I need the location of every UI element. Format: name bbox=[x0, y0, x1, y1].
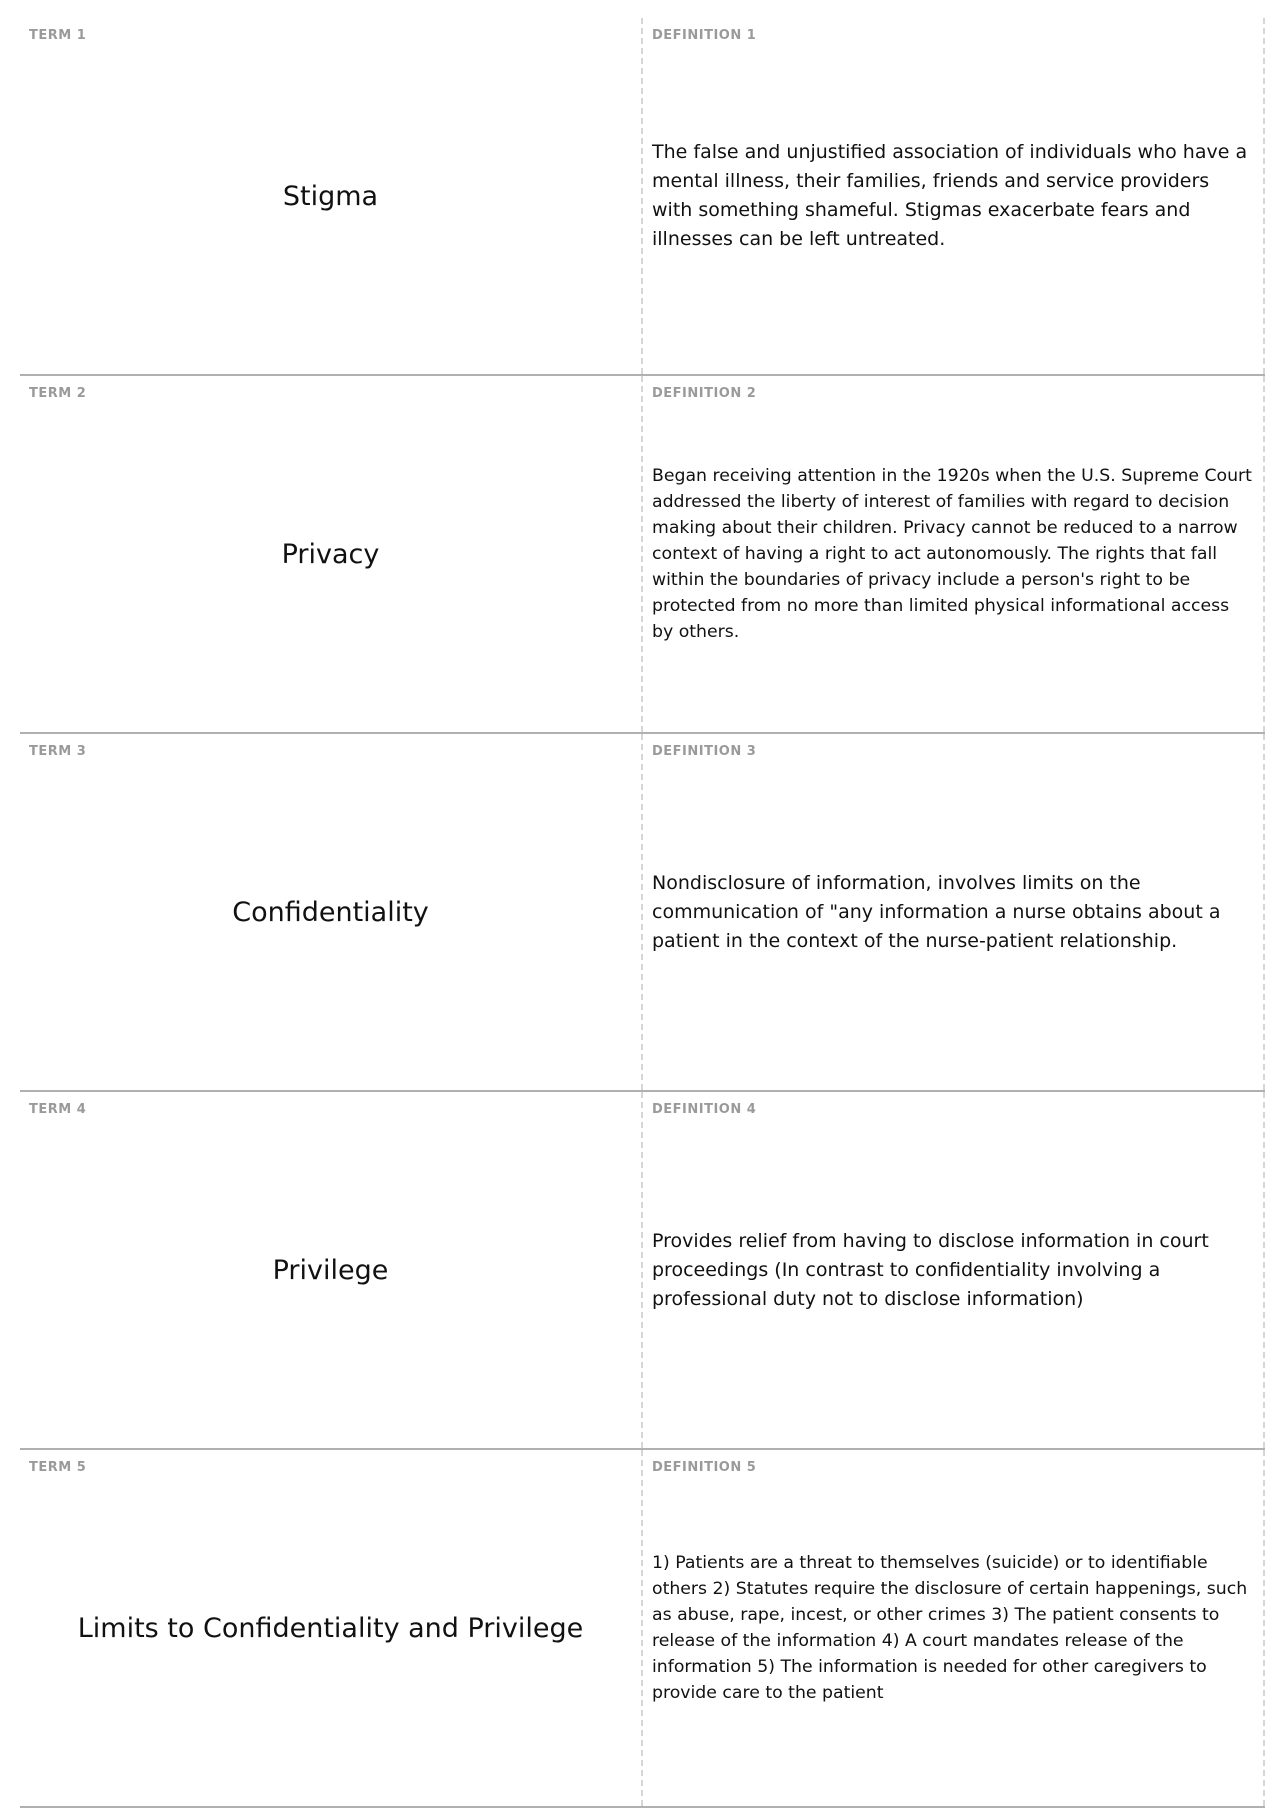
term-cell bbox=[20, 376, 643, 732]
term-cell bbox=[20, 18, 643, 374]
definition-cell bbox=[643, 1092, 1265, 1448]
definition-cell bbox=[643, 18, 1265, 374]
term-text: Privacy bbox=[281, 538, 380, 570]
definition-text: Began receiving attention in the 1920s when the U.S. Supreme Court addressed the liberty of interest of families with regard to decision making about their children. Privacy cannot be reduced to a narrow context of having a right to act autonomously. The rights that fall within the boundaries of privacy include a person's right to be protected from no more than limited physical informational access by others. bbox=[652, 466, 1252, 642]
definition-text: 1) Patients are a threat to themselves (suicide) or to identifiable others 2) Statutes require the disclosure of certain happenings, such as abuse, rape, incest, or other crimes 3) The patient consents to release of the information 4) A court mandates release of the information 5) The information is needed for other caregivers to provide care to the patient bbox=[652, 1553, 1248, 1703]
term-label: TERM 5 bbox=[29, 1460, 87, 1475]
term-text: Limits to Confidentiality and Privilege bbox=[77, 1612, 584, 1644]
definition-label: DEFINITION 4 bbox=[652, 1102, 757, 1117]
flashcard bbox=[20, 1450, 1265, 1808]
flashcard bbox=[20, 18, 1265, 376]
definition-label: DEFINITION 5 bbox=[652, 1460, 757, 1475]
definition-text: Provides relief from having to disclose information in court proceedings (In contrast to confidentiality involving a professional duty not to disclose information) bbox=[652, 1229, 1209, 1310]
term-text: Confidentiality bbox=[232, 896, 429, 928]
definition-label: DEFINITION 2 bbox=[652, 386, 757, 401]
definition-cell bbox=[643, 734, 1265, 1090]
flashcard-sheet bbox=[20, 18, 1265, 1808]
flashcard bbox=[20, 1092, 1265, 1450]
definition-cell bbox=[643, 376, 1265, 732]
term-label: TERM 2 bbox=[29, 386, 87, 401]
definition-label: DEFINITION 1 bbox=[652, 28, 757, 43]
term-cell bbox=[20, 1450, 643, 1806]
term-label: TERM 4 bbox=[29, 1102, 87, 1117]
flashcard bbox=[20, 734, 1265, 1092]
flashcard bbox=[20, 376, 1265, 734]
term-label: TERM 3 bbox=[29, 744, 87, 759]
definition-text: The false and unjustified association of individuals who have a mental illness, their families, friends and service providers with something shameful. Stigmas exacerbate fears and illnesses can be left untreated. bbox=[652, 141, 1248, 250]
definition-cell bbox=[643, 1450, 1265, 1806]
definition-label: DEFINITION 3 bbox=[652, 744, 757, 759]
term-text: Privilege bbox=[272, 1254, 389, 1286]
term-label: TERM 1 bbox=[29, 28, 87, 43]
term-text: Stigma bbox=[282, 180, 379, 212]
term-cell bbox=[20, 734, 643, 1090]
definition-text: Nondisclosure of information, involves limits on the communication of "any information a nurse obtains about a patient in the context of the nurse-patient relationship. bbox=[652, 871, 1221, 952]
term-cell bbox=[20, 1092, 643, 1448]
